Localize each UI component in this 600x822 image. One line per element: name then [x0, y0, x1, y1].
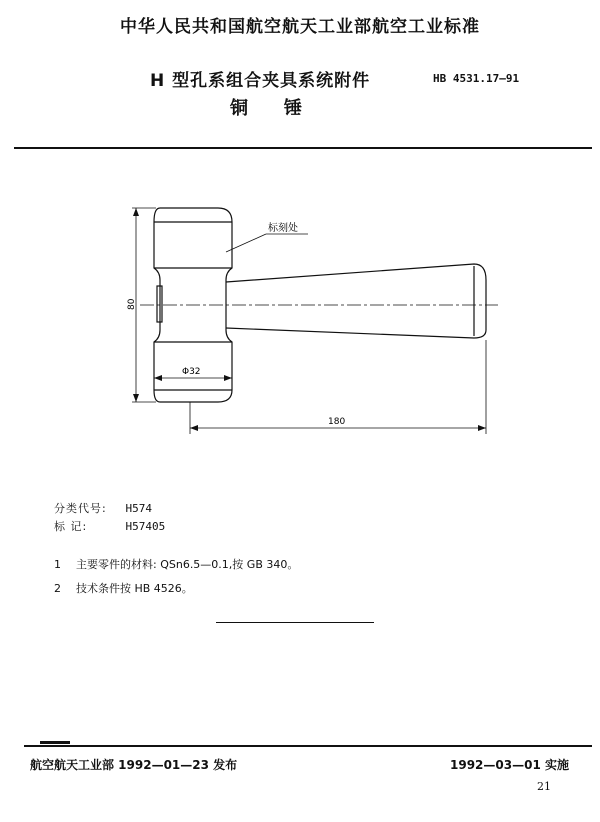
footer-tick [40, 741, 70, 744]
classification-value: H574 [125, 502, 152, 515]
note-item [54, 556, 298, 572]
hammer-drawing [100, 190, 520, 440]
marking-value: H57405 [125, 520, 166, 533]
hammer-handle [226, 264, 486, 338]
note-item [54, 580, 193, 596]
note-text: 技术条件按 HB 4526。 [76, 582, 193, 595]
note-text: 主要零件的材料: QSn6.5—0.1,按 GB 340。 [76, 558, 299, 571]
note-number: 1 [54, 558, 61, 571]
organization-standard-heading: 中华人民共和国航空航天工业部航空工业标准 [120, 17, 480, 37]
callout-label: 标刻处 [268, 223, 298, 234]
document-title: H 型孔系组合夹具系统附件 [150, 71, 371, 91]
page-number: 21 [537, 780, 551, 793]
note-number: 2 [54, 582, 61, 595]
document-subtitle: 铜锤 [230, 98, 338, 119]
header-rule [14, 147, 592, 149]
issue-date: 航空航天工业部 1992—01—23 发布 [30, 758, 238, 772]
classification-row [54, 500, 152, 516]
end-rule [216, 622, 374, 623]
classification-label: 分类代号: [54, 502, 107, 515]
footer-rule [24, 745, 592, 747]
standard-number: HB 4531.17—91 [433, 72, 520, 85]
length-dimension: 180 [328, 417, 346, 427]
marking-label: 标 记: [54, 520, 88, 533]
diameter-dimension: Φ32 [182, 367, 201, 377]
effective-date: 1992—03—01 实施 [450, 758, 569, 772]
height-dimension: 80 [127, 298, 137, 310]
marking-row [54, 518, 165, 534]
